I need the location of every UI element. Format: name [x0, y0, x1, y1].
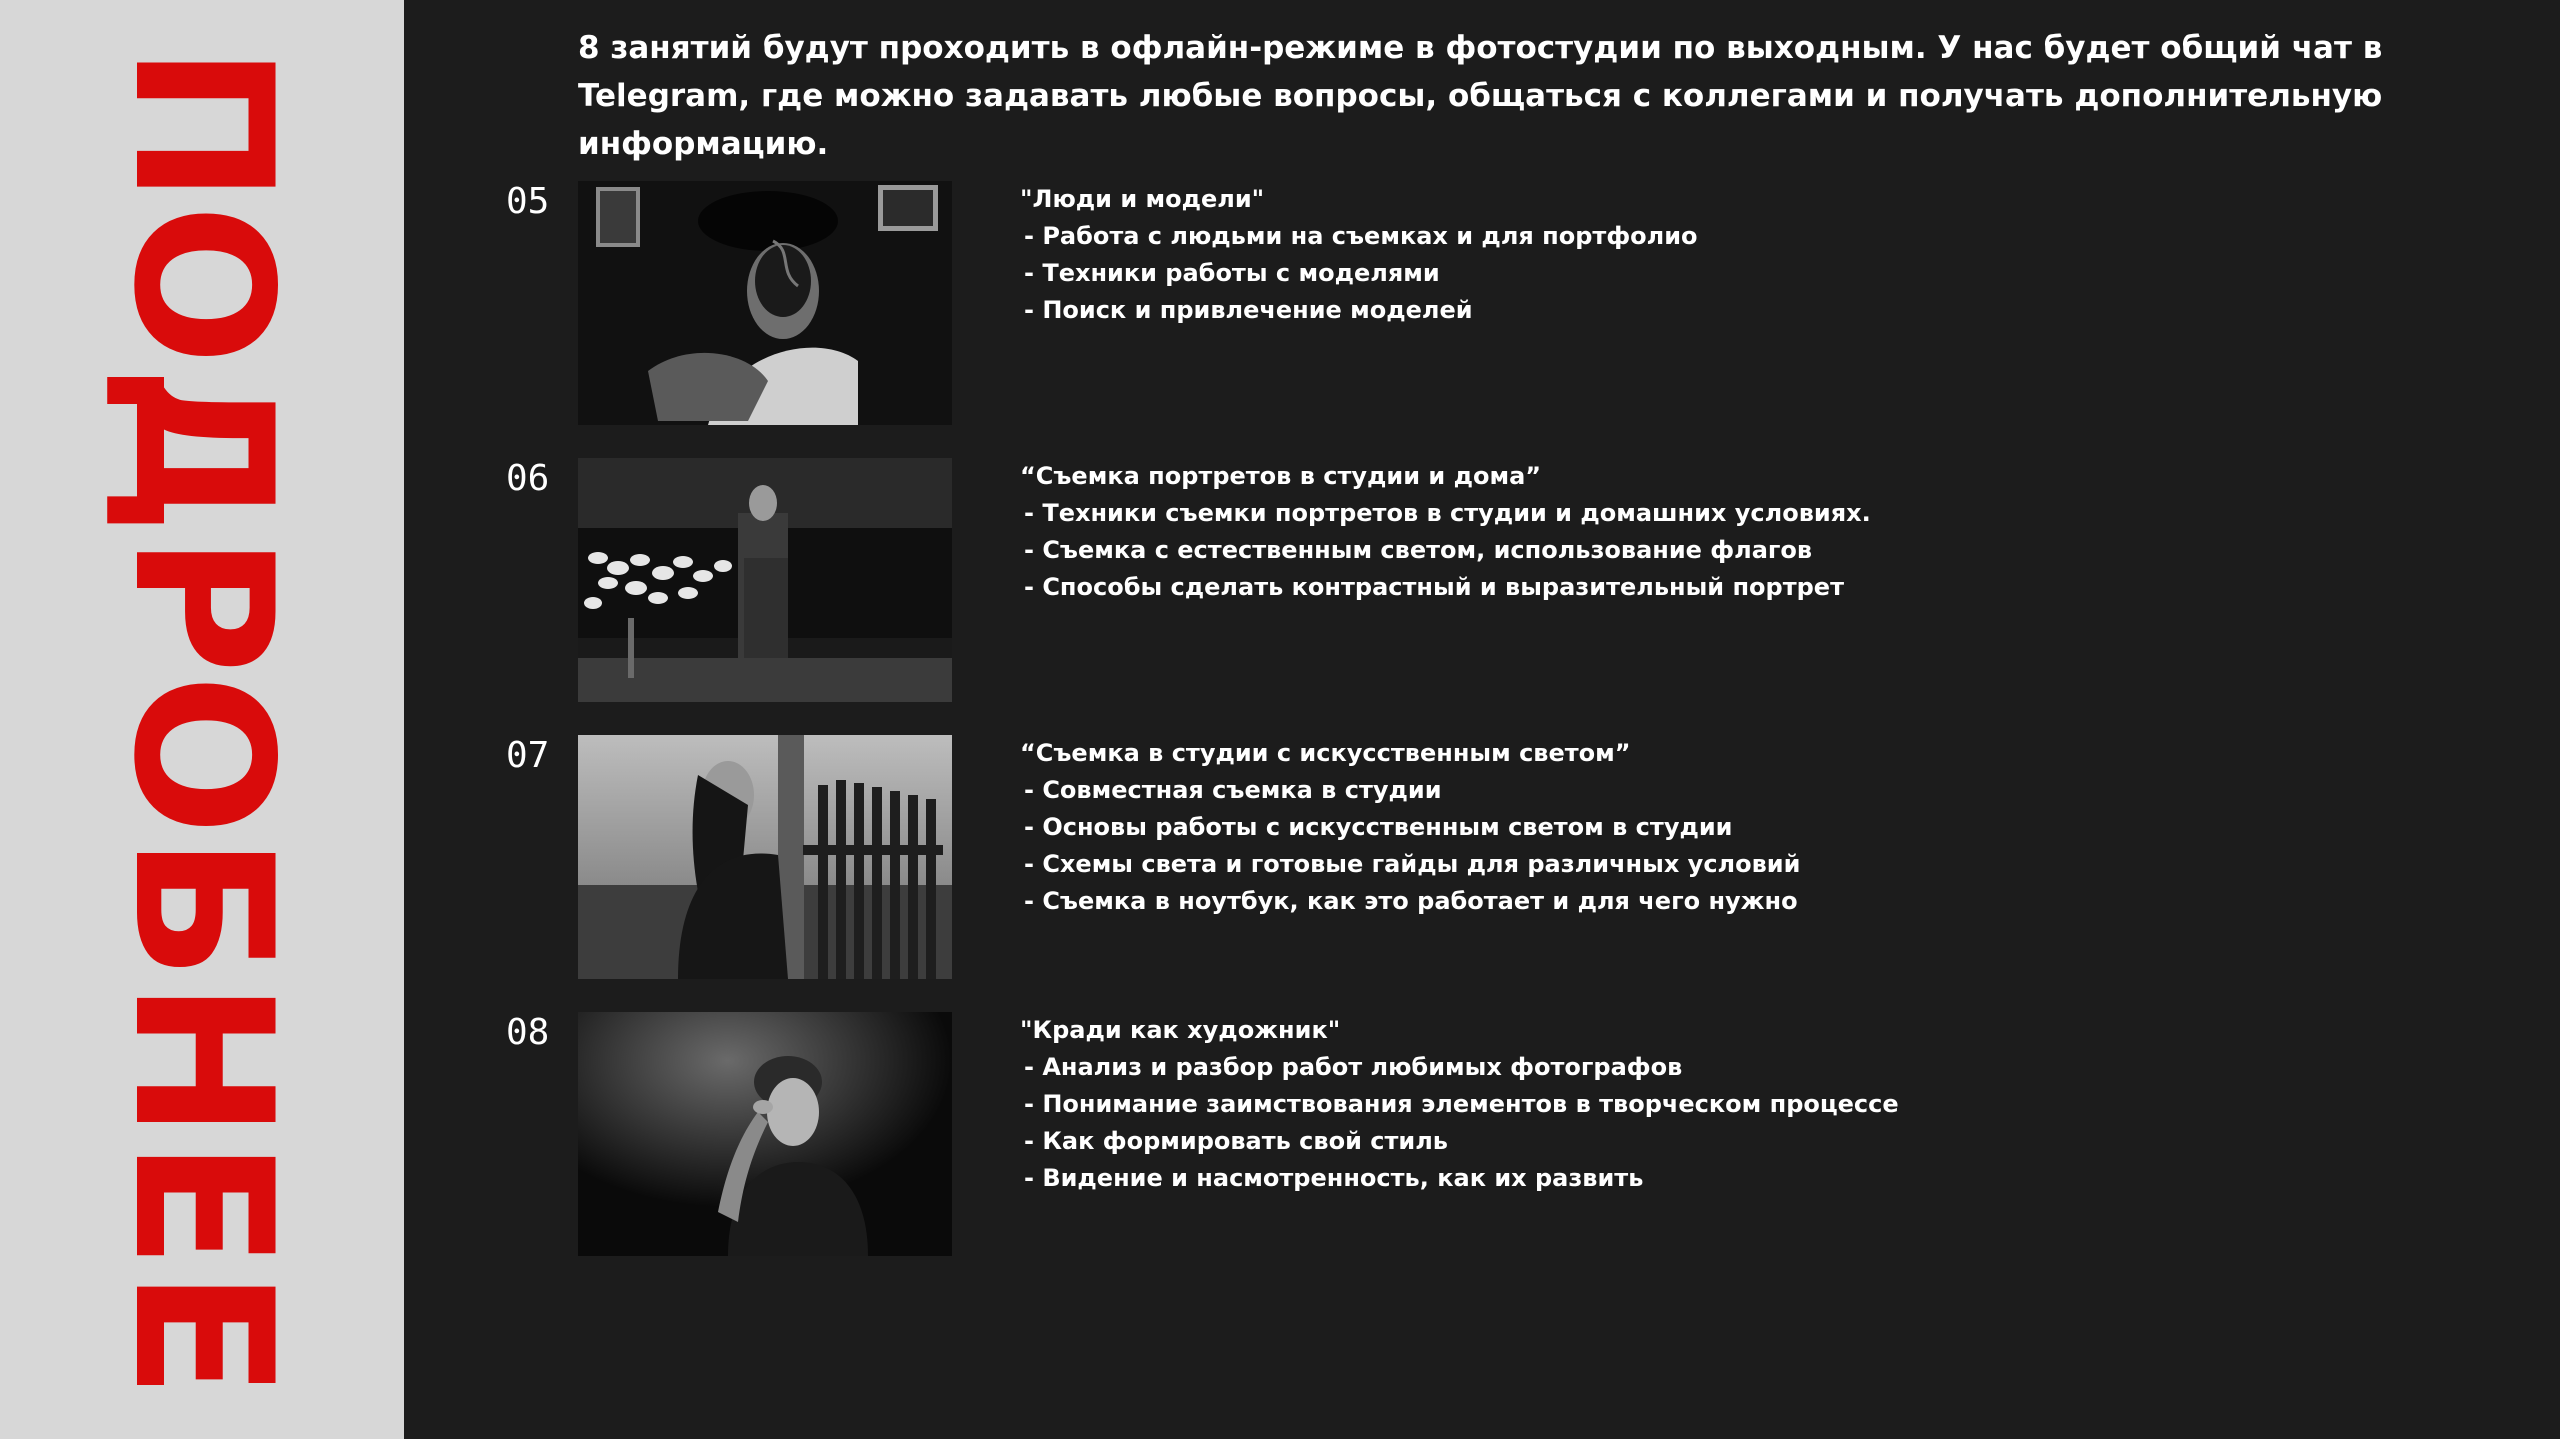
lesson-photo-geese: [578, 458, 952, 702]
lesson-07: [404, 735, 2504, 979]
lesson-item: - Техники съемки портретов в студии и домашних условиях.: [1024, 499, 1871, 527]
lesson-text: [1020, 735, 2320, 920]
lesson-text: [1020, 181, 2320, 329]
lesson-item: - Основы работы с искусственным светом в студии: [1024, 813, 1733, 841]
lesson-item: - Как формировать свой стиль: [1024, 1127, 1448, 1155]
lesson-text: [1020, 1012, 2320, 1197]
lesson-item: - Анализ и разбор работ любимых фотографов: [1024, 1053, 1683, 1081]
lesson-number: 06: [506, 458, 550, 499]
lesson-item: - Съемка с естественным светом, использование флагов: [1024, 536, 1813, 564]
side-panel: [0, 0, 404, 1439]
lesson-photo-smoker: [578, 181, 952, 425]
lesson-title: “Съемка в студии с искусственным светом”: [1020, 739, 1631, 767]
main-content: [404, 0, 2560, 1439]
lesson-item: - Работа с людьми на съемках и для портфолио: [1024, 222, 1698, 250]
lesson-photo-portrait: [578, 1012, 952, 1256]
lesson-item: - Видение и насмотренность, как их развить: [1024, 1164, 1644, 1192]
intro-text: 8 занятий будут проходить в офлайн-режиме в фотостудии по выходным. У нас будет общий чат в Telegram, где можно задавать любые вопросы, общаться с коллегами и получать дополнительную информацию.: [578, 30, 2383, 162]
lesson-08: [404, 1012, 2504, 1256]
lesson-title: “Съемка портретов в студии и дома”: [1020, 462, 1542, 490]
lesson-number: 05: [506, 181, 550, 222]
lesson-item: - Способы сделать контрастный и выразительный портрет: [1024, 573, 1844, 601]
lesson-item: - Совместная съемка в студии: [1024, 776, 1442, 804]
lesson-photo-fence: [578, 735, 952, 979]
lesson-item: - Понимание заимствования элементов в творческом процессе: [1024, 1090, 1899, 1118]
lesson-title: "Кради как художник": [1020, 1016, 1341, 1044]
lesson-item: - Поиск и привлечение моделей: [1024, 296, 1473, 324]
lesson-05: [404, 181, 2504, 425]
lesson-item: - Съемка в ноутбук, как это работает и для чего нужно: [1024, 887, 1798, 915]
lesson-item: - Техники работы с моделями: [1024, 259, 1440, 287]
lesson-text: [1020, 458, 2320, 606]
lesson-title: "Люди и модели": [1020, 185, 1265, 213]
lesson-number: 07: [506, 735, 550, 776]
lesson-item: - Схемы света и готовые гайды для различных условий: [1024, 850, 1801, 878]
lesson-06: [404, 458, 2504, 702]
side-title: ПОДРОБНЕЕ: [92, 45, 313, 1399]
lesson-number: 08: [506, 1012, 550, 1053]
